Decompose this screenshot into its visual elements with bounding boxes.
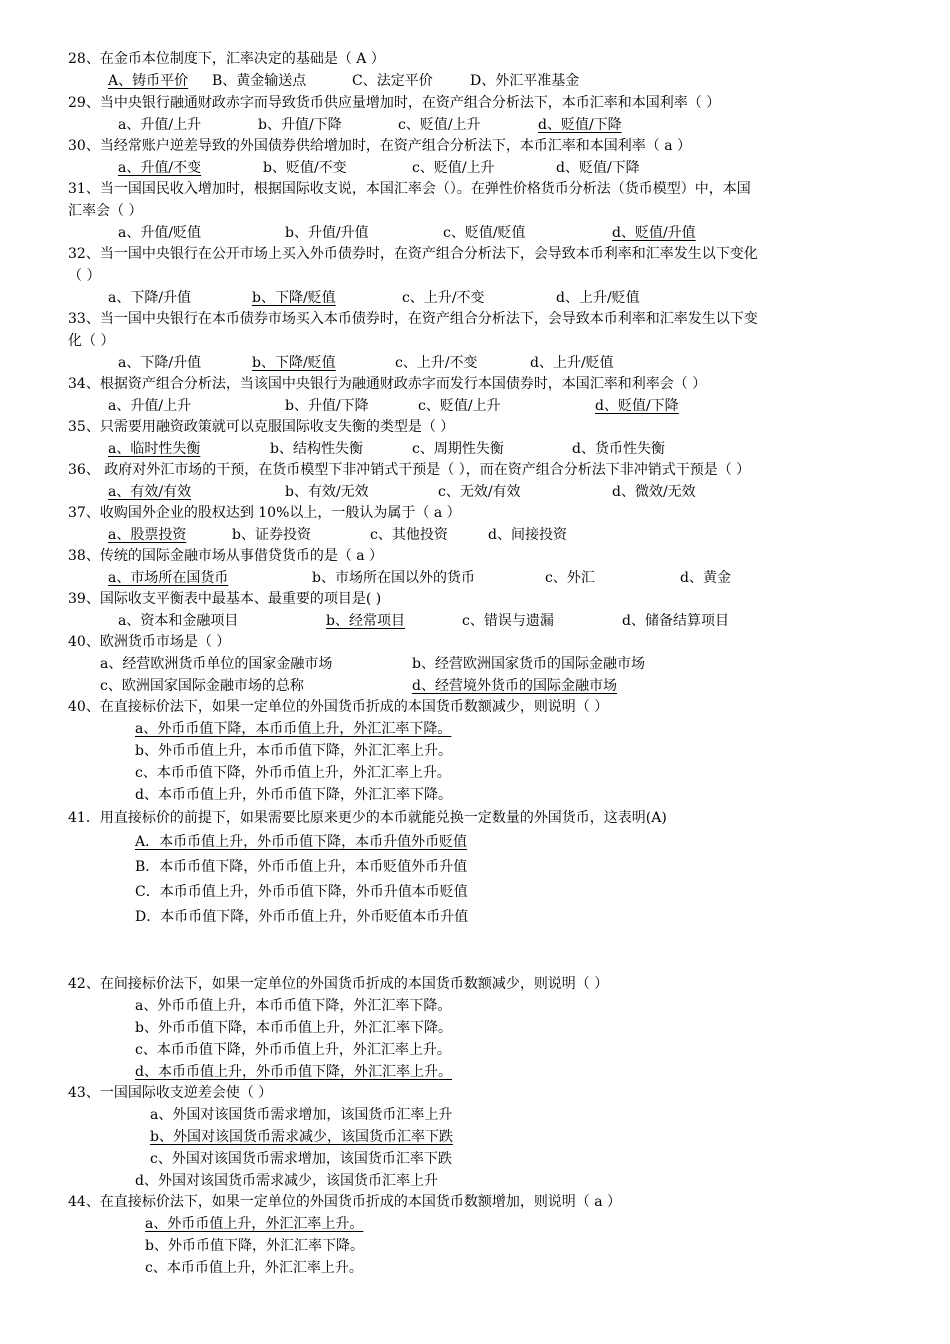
answer-option: D．本币币值下降，外币币值上升，外币贬值本币升值 <box>135 909 469 925</box>
question-text: 32、当一国中央银行在公开市场上买入外币债券时，在资产组合分析法下，会导致本币利率和汇率发生以下变化 <box>68 246 758 262</box>
question-text: （ ） <box>68 268 101 284</box>
answer-option-marked: a、市场所在国货币 <box>108 570 229 586</box>
answer-option-marked: b、经常项目 <box>326 613 405 629</box>
question-text: 40、欧洲货币市场是（ ） <box>68 634 231 650</box>
answer-option-marked: a、升值/不变 <box>118 160 202 176</box>
answer-option: d、微效/无效 <box>612 484 696 500</box>
answer-option: a、下降/升值 <box>118 355 202 371</box>
question-text: 31、当一国国民收入增加时，根据国际收支说，本国汇率会（）。在弹性价格货币分析法（货币模型）中，本国 <box>68 181 751 197</box>
answer-option-marked: d、贬值/升值 <box>612 225 696 241</box>
answer-option: b、贬值/不变 <box>263 160 347 176</box>
question-text: 37、收购国外企业的股权达到 10%以上，一般认为属于（ a ） <box>68 505 461 521</box>
answer-option: c、上升/不变 <box>402 290 485 306</box>
question-text: 30、当经常账户逆差导致的外国债券供给增加时，在资产组合分析法下，本币汇率和本国利率（ a ） <box>68 138 692 154</box>
answer-option: c、错误与遗漏 <box>462 613 554 629</box>
question-text: 化（ ） <box>68 333 115 349</box>
question-text: 28、在金币本位制度下，汇率决定的基础是（ A ） <box>68 51 385 67</box>
question-text: 33、当一国中央银行在本币债券市场买入本币债券时，在资产组合分析法下，会导致本币利率和汇率发生以下变 <box>68 311 758 327</box>
answer-option: d、储备结算项目 <box>622 613 729 629</box>
answer-option: C．本币币值上升，外币币值下降，外币升值本币贬值 <box>135 884 468 900</box>
question-text: 40、在直接标价法下，如果一定单位的外国货币折成的本国货币数额减少，则说明（ ） <box>68 699 609 715</box>
answer-option-marked: A、铸币平价 <box>108 73 189 89</box>
answer-option: b、经营欧洲国家货币的国际金融市场 <box>412 656 645 672</box>
question-text: 汇率会（ ） <box>68 203 143 219</box>
answer-option-marked: b、下降/贬值 <box>252 355 336 371</box>
answer-option: b、外币币值下降，本币币值上升，外汇汇率下降。 <box>135 1020 452 1036</box>
answer-option-marked: a、临时性失衡 <box>108 441 201 457</box>
answer-option: b、升值/升值 <box>285 225 369 241</box>
answer-option: b、市场所在国以外的货币 <box>312 570 475 586</box>
answer-option: c、欧洲国家国际金融市场的总称 <box>100 678 304 694</box>
answer-option-marked: A．本币币值上升，外币币值下降，本币升值外币贬值 <box>135 834 468 850</box>
answer-option: b、升值/下降 <box>285 398 369 414</box>
question-text: 42、在间接标价法下，如果一定单位的外国货币折成的本国货币数额减少，则说明（ ） <box>68 976 609 992</box>
answer-option: d、外国对该国货币需求减少，该国货币汇率上升 <box>135 1173 438 1189</box>
answer-option: a、下降/升值 <box>108 290 192 306</box>
answer-option: a、升值/上升 <box>108 398 192 414</box>
question-text: 38、传统的国际金融市场从事借贷货币的是（ a ） <box>68 548 384 564</box>
question-text: 44、在直接标价法下，如果一定单位的外国货币折成的本国货币数额增加，则说明（ a ） <box>68 1194 622 1210</box>
answer-option: B．本币币值下降，外币币值上升，本币贬值外币升值 <box>135 859 468 875</box>
answer-option: a、升值/上升 <box>118 117 202 133</box>
answer-option-marked: b、下降/贬值 <box>252 290 336 306</box>
answer-option: c、贬值/上升 <box>398 117 481 133</box>
answer-option: a、经营欧洲货币单位的国家金融市场 <box>100 656 333 672</box>
answer-option: d、间接投资 <box>488 527 567 543</box>
answer-option: c、贬值/上升 <box>418 398 501 414</box>
answer-option-marked: a、外币币值上升，外汇汇率上升。 <box>145 1216 364 1232</box>
question-text: 35、只需要用融资政策就可以克服国际收支失衡的类型是（ ） <box>68 419 455 435</box>
answer-option: C、法定平价 <box>352 73 433 89</box>
answer-option-marked: a、外币币值下降，本币币值上升，外汇汇率下降。 <box>135 721 452 737</box>
answer-option: c、外汇 <box>545 570 595 586</box>
answer-option: d、本币币值上升，外币币值下降，外汇汇率下降。 <box>135 787 452 803</box>
answer-option: b、升值/下降 <box>258 117 342 133</box>
answer-option: c、上升/不变 <box>395 355 478 371</box>
answer-option: d、黄金 <box>680 570 731 586</box>
answer-option-marked: b、外国对该国货币需求减少，该国货币汇率下跌 <box>150 1129 453 1145</box>
answer-option: a、外国对该国货币需求增加，该国货币汇率上升 <box>150 1107 453 1123</box>
answer-option: a、资本和金融项目 <box>118 613 239 629</box>
answer-option-marked: d、经营境外货币的国际金融市场 <box>412 678 617 694</box>
answer-option-marked: d、贬值/下降 <box>538 117 622 133</box>
question-text: 39、国际收支平衡表中最基本、最重要的项目是( ) <box>68 591 382 607</box>
answer-option: d、上升/贬值 <box>556 290 640 306</box>
answer-option: c、本币币值上升，外汇汇率上升。 <box>145 1260 363 1276</box>
answer-option: c、周期性失衡 <box>412 441 504 457</box>
question-text: 34、根据资产组合分析法，当该国中央银行为融通财政赤字而发行本国债券时，本国汇率和利率会（ ） <box>68 376 707 392</box>
answer-option: a、外币币值上升，本币币值下降，外汇汇率下降。 <box>135 998 452 1014</box>
answer-option-marked: a、有效/有效 <box>108 484 192 500</box>
answer-option: c、本币币值下降，外币币值上升，外汇汇率上升。 <box>135 765 451 781</box>
answer-option: c、其他投资 <box>370 527 448 543</box>
question-text: 29、当中央银行融通财政赤字而导致货币供应量增加时，在资产组合分析法下，本币汇率和本国利率（ ） <box>68 95 721 111</box>
answer-option: b、结构性失衡 <box>270 441 363 457</box>
answer-option: b、外币币值下降，外汇汇率下降。 <box>145 1238 364 1254</box>
answer-option: c、外国对该国货币需求增加，该国货币汇率下跌 <box>150 1151 452 1167</box>
answer-option: b、外币币值上升，本币币值下降，外汇汇率上升。 <box>135 743 452 759</box>
answer-option: c、无效/有效 <box>438 484 521 500</box>
answer-option: d、货币性失衡 <box>572 441 665 457</box>
answer-option-marked: d、贬值/下降 <box>595 398 679 414</box>
question-text: 41．用直接标价的前提下，如果需要比原来更少的本币就能兑换一定数量的外国货币，这表明(A) <box>68 810 667 826</box>
answer-option: c、贬值/贬值 <box>443 225 526 241</box>
answer-option: c、本币币值下降，外币币值上升，外汇汇率上升。 <box>135 1042 451 1058</box>
answer-option: c、贬值/上升 <box>412 160 495 176</box>
answer-option: d、上升/贬值 <box>530 355 614 371</box>
answer-option: B、黄金输送点 <box>212 73 307 89</box>
answer-option-marked: a、股票投资 <box>108 527 187 543</box>
question-text: 36、 政府对外汇市场的干预，在货币模型下非冲销式干预是（ ），而在资产组合分析法下非冲销式干预是（ ） <box>68 462 751 478</box>
answer-option: D、外汇平准基金 <box>470 73 580 89</box>
answer-option: b、有效/无效 <box>285 484 369 500</box>
answer-option: d、贬值/下降 <box>556 160 640 176</box>
answer-option: b、证券投资 <box>232 527 311 543</box>
answer-option: a、升值/贬值 <box>118 225 202 241</box>
question-text: 43、一国国际收支逆差会使（ ） <box>68 1085 273 1101</box>
answer-option-marked: d、本币币值上升，外币币值下降，外汇汇率上升。 <box>135 1064 452 1080</box>
